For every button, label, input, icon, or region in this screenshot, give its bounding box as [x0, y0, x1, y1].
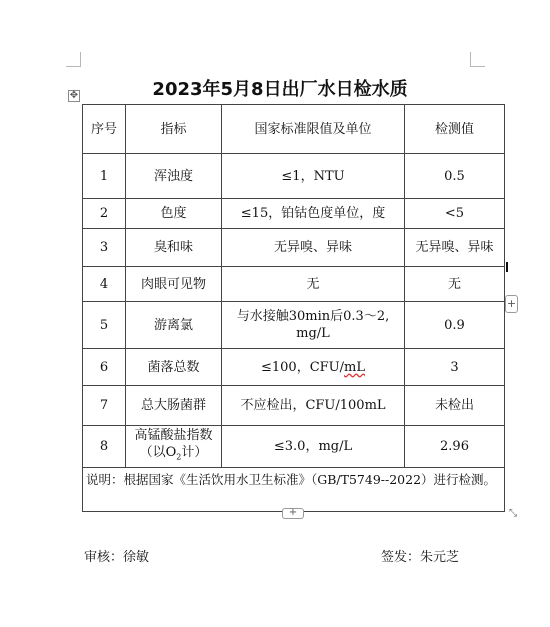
- cell-no: 8: [83, 426, 126, 468]
- table-row: [83, 386, 505, 426]
- add-row-plus-icon[interactable]: +: [282, 508, 304, 519]
- note-cell: 说明：根据国家《生活饮用水卫生标准》（GB/T5749--2022）进行检测。: [83, 468, 505, 512]
- cell-limit: ≤3.0，mg/L: [222, 426, 405, 468]
- table-resize-icon[interactable]: ⤡: [509, 508, 517, 519]
- issuer-signature: 签发：朱元芝: [381, 550, 460, 565]
- spellcheck-flagged-text: mL: [344, 359, 365, 375]
- limit-line: mg/L: [296, 326, 330, 341]
- table-row: [83, 199, 505, 229]
- cell-indicator: 臭和味: [126, 229, 222, 267]
- indicator-line: （以O: [139, 445, 177, 461]
- cell-no: 5: [83, 302, 126, 349]
- cell-no: 4: [83, 267, 126, 302]
- cell-limit: [222, 349, 405, 386]
- table-row: [83, 154, 505, 199]
- cell-indicator: 菌落总数: [126, 349, 222, 386]
- cell-indicator: 游离氯: [126, 302, 222, 349]
- margin-corner-marker: [470, 52, 485, 67]
- text-cursor: [506, 262, 508, 272]
- cell-limit: [222, 302, 405, 349]
- indicator-line: 计）: [181, 445, 208, 461]
- cell-value: 3: [405, 349, 505, 386]
- header-cell: 序号: [83, 105, 126, 154]
- table-row: [83, 267, 505, 302]
- cell-no: 2: [83, 199, 126, 229]
- header-cell: 国家标准限值及单位: [222, 105, 405, 154]
- cell-value: 0.9: [405, 302, 505, 349]
- limit-text: ≤100，CFU/: [261, 359, 345, 375]
- cell-value: 0.5: [405, 154, 505, 199]
- cell-limit: ≤1，NTU: [222, 154, 405, 199]
- cell-value: 无: [405, 267, 505, 302]
- table-row: [83, 229, 505, 267]
- cell-no: 7: [83, 386, 126, 426]
- reviewer-signature: 审核：徐敏: [84, 550, 150, 565]
- cell-limit: ≤15，铂钴色度单位，度: [222, 199, 405, 229]
- subscript: 2: [176, 452, 182, 462]
- table-row: [83, 426, 505, 468]
- table-row: [83, 302, 505, 349]
- table-note-row: [83, 468, 505, 512]
- add-column-plus-icon[interactable]: +: [505, 295, 518, 313]
- header-cell: 指标: [126, 105, 222, 154]
- cell-value: 无异嗅、异味: [405, 229, 505, 267]
- margin-corner-marker: [66, 52, 81, 67]
- table-move-handle-icon[interactable]: ✥: [69, 90, 79, 101]
- cell-indicator: 总大肠菌群: [126, 386, 222, 426]
- document-title: 2023年5月8日出厂水日检水质: [152, 79, 408, 100]
- limit-line: 与水接触30min后0.3～2,: [236, 309, 390, 324]
- cell-value: <5: [405, 199, 505, 229]
- water-quality-table: [82, 104, 505, 512]
- header-cell: 检测值: [405, 105, 505, 154]
- cell-indicator: 色度: [126, 199, 222, 229]
- cell-no: 1: [83, 154, 126, 199]
- cell-limit: 无: [222, 267, 405, 302]
- cell-limit: 无异嗅、异味: [222, 229, 405, 267]
- cell-indicator: 浑浊度: [126, 154, 222, 199]
- cell-value: 2.96: [405, 426, 505, 468]
- cell-indicator: [126, 426, 222, 468]
- cell-value: 未检出: [405, 386, 505, 426]
- indicator-line: 高锰酸盐指数: [134, 428, 213, 444]
- cell-indicator: 肉眼可见物: [126, 267, 222, 302]
- cell-no: 3: [83, 229, 126, 267]
- cell-no: 6: [83, 349, 126, 386]
- cell-limit: 不应检出，CFU/100mL: [222, 386, 405, 426]
- table-header-row: [83, 105, 505, 154]
- table-row: [83, 349, 505, 386]
